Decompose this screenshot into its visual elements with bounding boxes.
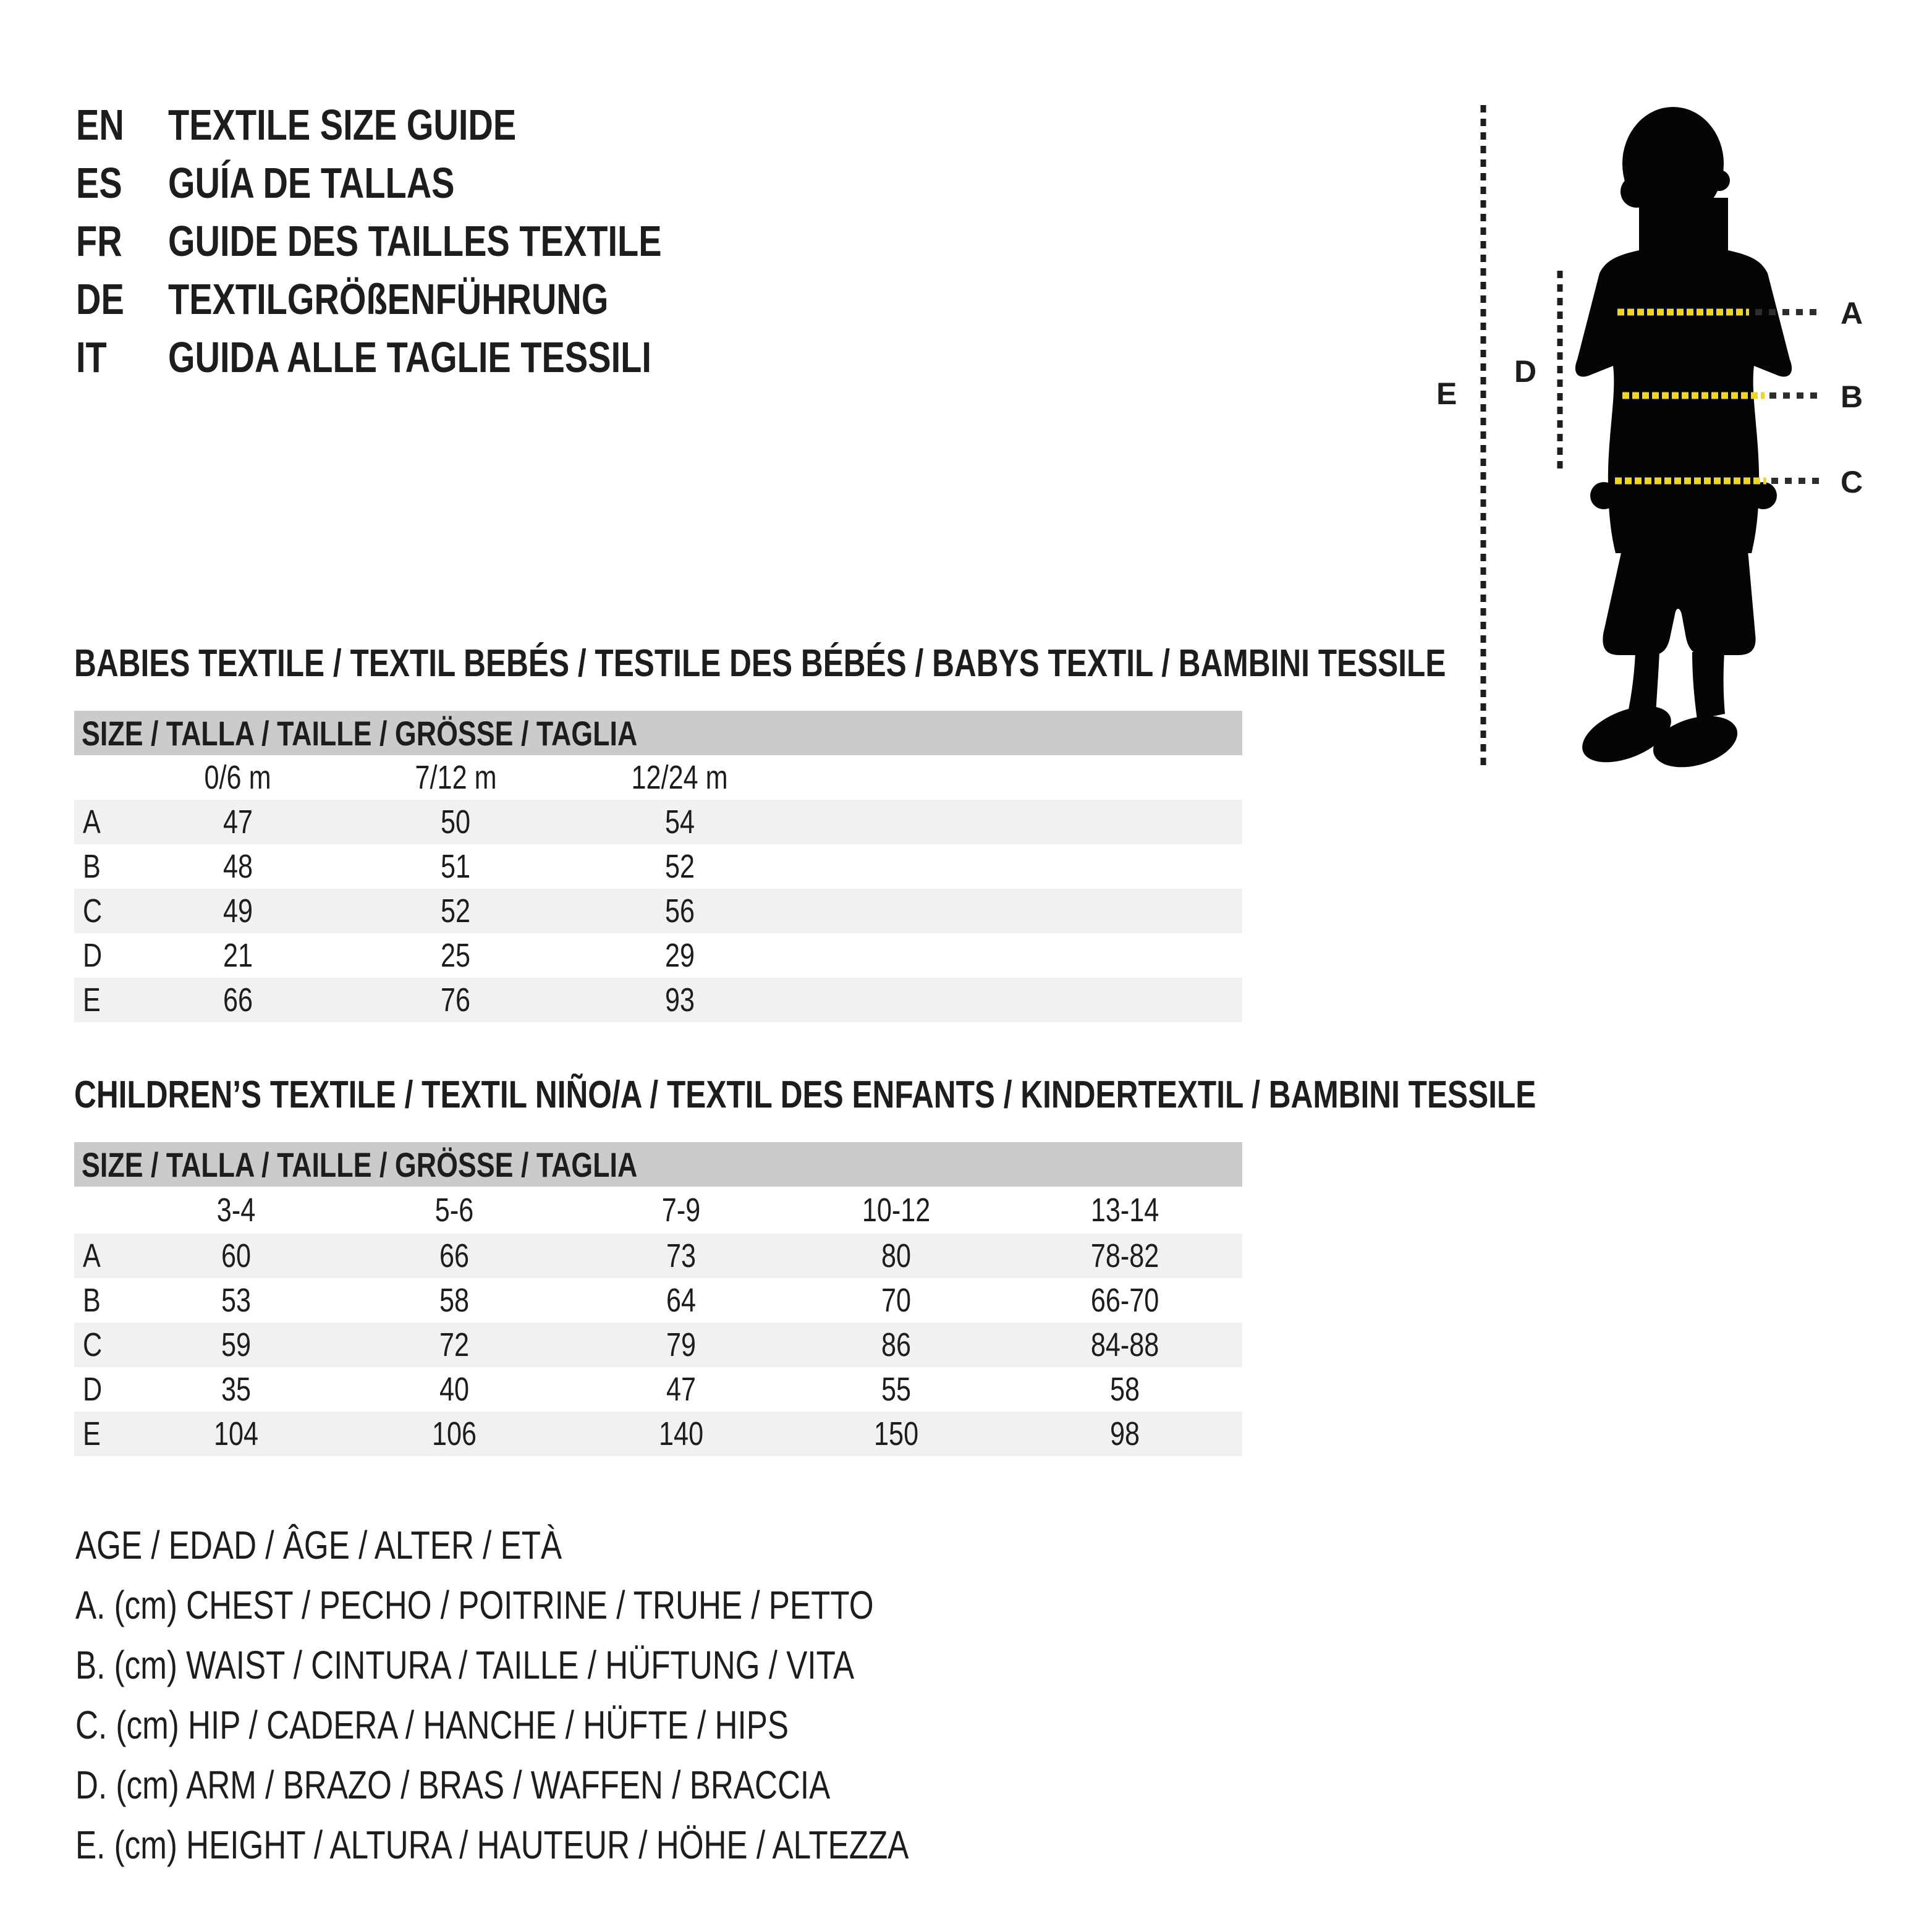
babies-section-heading: BABIES TEXTILE / TEXTIL BEBÉS / TESTILE DES BÉBÉS / BABYS TEXTIL / BAMBINI TESSILE (74, 642, 1446, 685)
row-label: A (83, 1237, 101, 1274)
lang-code: DE (76, 275, 124, 323)
figure-label-hip: C (1841, 465, 1863, 499)
table-row: D 35 40 47 55 58 (74, 1367, 1242, 1412)
babies-size-table (74, 755, 1242, 1022)
silhouette-hand-right (1750, 482, 1777, 509)
row-label: B (83, 848, 101, 885)
lang-code: FR (76, 217, 122, 265)
lang-code: EN (76, 101, 124, 149)
lang-title: TEXTILGRÖßENFÜHRUNG (168, 275, 609, 323)
lang-title: GUIDE DES TAILLES TEXTILE (168, 217, 662, 265)
babies-col-12-24m: 12/24 m (631, 759, 729, 796)
silhouette-neck (1639, 198, 1728, 256)
lang-title: GUIDA ALLE TAGLIE TESSILI (168, 333, 651, 381)
figure-label-waist: B (1841, 379, 1863, 414)
lang-row-it (76, 328, 785, 386)
lang-row-es (76, 154, 785, 212)
table-row: D 21 25 29 (74, 933, 1242, 978)
children-column-header-row (74, 1187, 1242, 1234)
row-label: C (83, 892, 103, 930)
lang-code: ES (76, 159, 122, 207)
lang-row-de (76, 270, 785, 328)
legend-line-arm: D. (cm) ARM / BRAZO / BRAS / WAFFEN / BRACCIA (75, 1763, 831, 1807)
figure-label-arm: D (1514, 354, 1537, 389)
legend-line-chest: A. (cm) CHEST / PECHO / POITRINE / TRUHE / PETTO (75, 1583, 874, 1627)
row-label: B (83, 1282, 101, 1319)
measurement-legend (75, 1515, 1117, 1875)
legend-line-waist: B. (cm) WAIST / CINTURA / TAILLE / HÜFTUNG / VITA (75, 1643, 855, 1687)
children-size-header-bar: SIZE / TALLA / TAILLE / GRÖSSE / TAGLIA (74, 1142, 1242, 1187)
children-col-13-14: 13-14 (1090, 1192, 1159, 1229)
lang-title: TEXTILE SIZE GUIDE (168, 101, 517, 149)
lang-row-fr (76, 212, 785, 270)
babies-col-0-6m: 0/6 m (204, 759, 272, 796)
figure-label-chest: A (1841, 296, 1863, 331)
row-label: C (83, 1326, 103, 1363)
table-row: E 66 76 93 (74, 978, 1242, 1022)
babies-column-header-row (74, 755, 1242, 800)
children-size-table (74, 1187, 1242, 1456)
legend-line-age: AGE / EDAD / ÂGE / ALTER / ETÀ (75, 1523, 562, 1567)
language-title-block (76, 96, 785, 386)
row-label: D (83, 937, 103, 974)
lang-row-en (76, 96, 785, 154)
children-col-10-12: 10-12 (862, 1192, 931, 1229)
children-col-7-9: 7-9 (662, 1192, 701, 1229)
silhouette-ear (1709, 170, 1730, 191)
row-label: E (83, 1415, 101, 1452)
table-row: A 47 50 54 (74, 800, 1242, 844)
legend-line-height: E. (cm) HEIGHT / ALTURA / HAUTEUR / HÖHE / ALTEZZA (75, 1823, 909, 1867)
children-col-5-6: 5-6 (434, 1192, 474, 1229)
lang-code: IT (76, 333, 107, 381)
silhouette-hand-left (1590, 482, 1617, 509)
row-label: D (83, 1371, 103, 1408)
row-label: A (83, 803, 101, 841)
lang-title: GUÍA DE TALLAS (168, 159, 455, 207)
table-row: E 104 106 140 150 98 (74, 1412, 1242, 1456)
children-section-heading: CHILDREN’S TEXTILE / TEXTIL NIÑO/A / TEXTIL DES ENFANTS / KINDERTEXTIL / BAMBINI TESSILE (74, 1074, 1536, 1116)
table-row: C 49 52 56 (74, 889, 1242, 933)
babies-col-7-12m: 7/12 m (415, 759, 497, 796)
silhouette-shorts (1603, 550, 1755, 655)
babies-size-header-bar: SIZE / TALLA / TAILLE / GRÖSSE / TAGLIA (74, 711, 1242, 755)
table-row: A 60 66 73 80 78-82 (74, 1234, 1242, 1278)
table-row: C 59 72 79 86 84-88 (74, 1323, 1242, 1367)
children-col-3-4: 3-4 (217, 1192, 256, 1229)
table-row: B 48 51 52 (74, 844, 1242, 889)
legend-line-hip: C. (cm) HIP / CADERA / HANCHE / HÜFTE / HIPS (75, 1703, 789, 1747)
table-row: B 53 58 64 70 66-70 (74, 1278, 1242, 1323)
figure-label-height: E (1436, 376, 1457, 411)
row-label: E (83, 981, 101, 1019)
